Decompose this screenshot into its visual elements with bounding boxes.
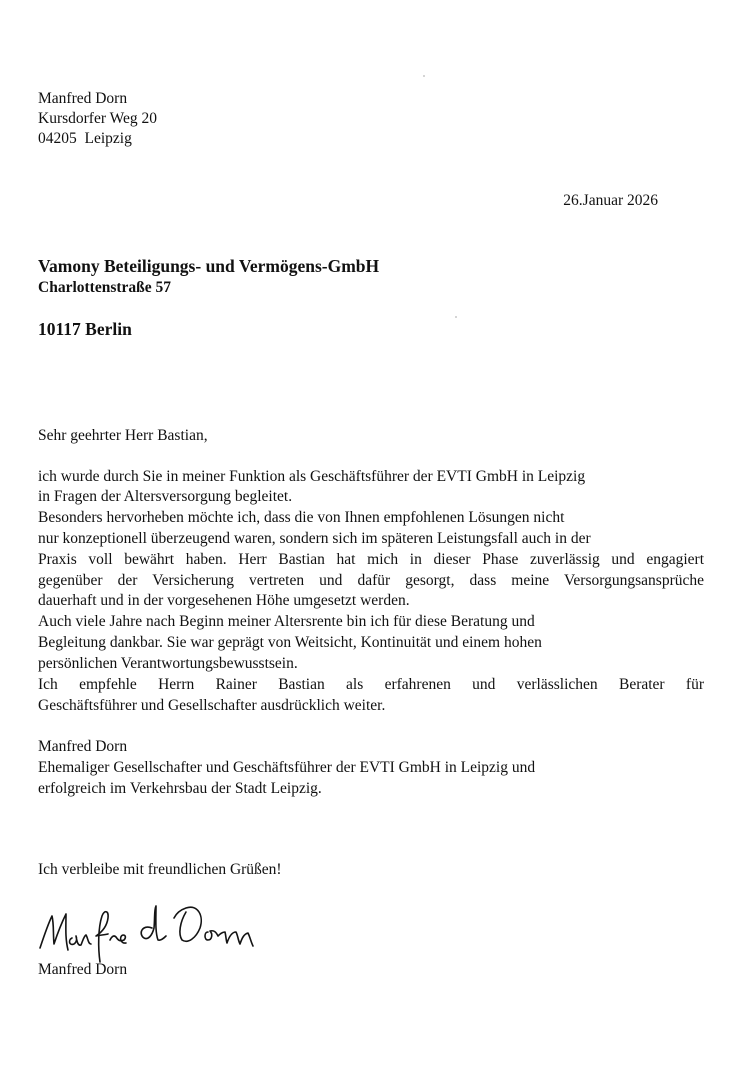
scan-speck [455,316,457,318]
recipient-street: Charlottenstraße 57 [38,279,172,296]
body-line: in Fragen der Altersversorgung begleitet. [38,488,293,505]
body-line: nur konzeptionell überzeugend waren, sondern sich im späteren Leistungsfall auch in der [38,530,591,547]
body-line: Ich empfehle Herrn Rainer Bastian als erfahrenen und verlässlichen Berater für [38,676,704,693]
recipient-company: Vamony Beteiligungs- und Vermögens-GmbH [38,256,380,276]
body-line: Begleitung dankbar. Sie war geprägt von Weitsicht, Kontinuität und einem hohen [38,634,542,651]
body-line: Besonders hervorheben möchte ich, dass die von Ihnen empfohlenen Lösungen nicht [38,509,565,526]
author-title-continued: erfolgreich im Verkehrsbau der Stadt Leipzig. [38,780,322,797]
body-line: persönlichen Verantwortungsbewusstsein. [38,655,298,672]
recipient-city: 10117 Berlin [38,319,132,339]
body-line: dauerhaft und in der vorgesehenen Höhe umgesetzt werden. [38,592,410,609]
scan-speck [423,75,425,77]
closing-line: Ich verbleibe mit freundlichen Grüßen! [38,861,282,878]
body-line: Geschäftsführer und Gesellschafter ausdrücklich weiter. [38,697,386,714]
body-line: ich wurde durch Sie in meiner Funktion als Geschäftsführer der EVTI GmbH in Leipzig [38,468,586,485]
salutation: Sehr geehrter Herr Bastian, [38,427,208,444]
author-name: Manfred Dorn [38,738,128,755]
body-line: Praxis voll bewährt haben. Herr Bastian hat mich in dieser Phase zuverlässig und engagiert [38,551,704,568]
body-line: Auch viele Jahre nach Beginn meiner Altersrente bin ich für diese Beratung und [38,613,535,630]
handwritten-signature [34,888,264,966]
letter-date: 26.Januar 2026 [563,192,658,209]
sender-name: Manfred Dorn [38,90,128,107]
signed-name: Manfred Dorn [38,961,128,978]
body-line: gegenüber der Versicherung vertreten und dafür gesorgt, dass meine Versorgungsansprüche [38,572,704,589]
sender-street: Kursdorfer Weg 20 [38,110,157,127]
author-title: Ehemaliger Gesellschafter und Geschäftsführer der EVTI GmbH in Leipzig und [38,759,536,776]
sender-city: 04205 Leipzig [38,130,132,147]
